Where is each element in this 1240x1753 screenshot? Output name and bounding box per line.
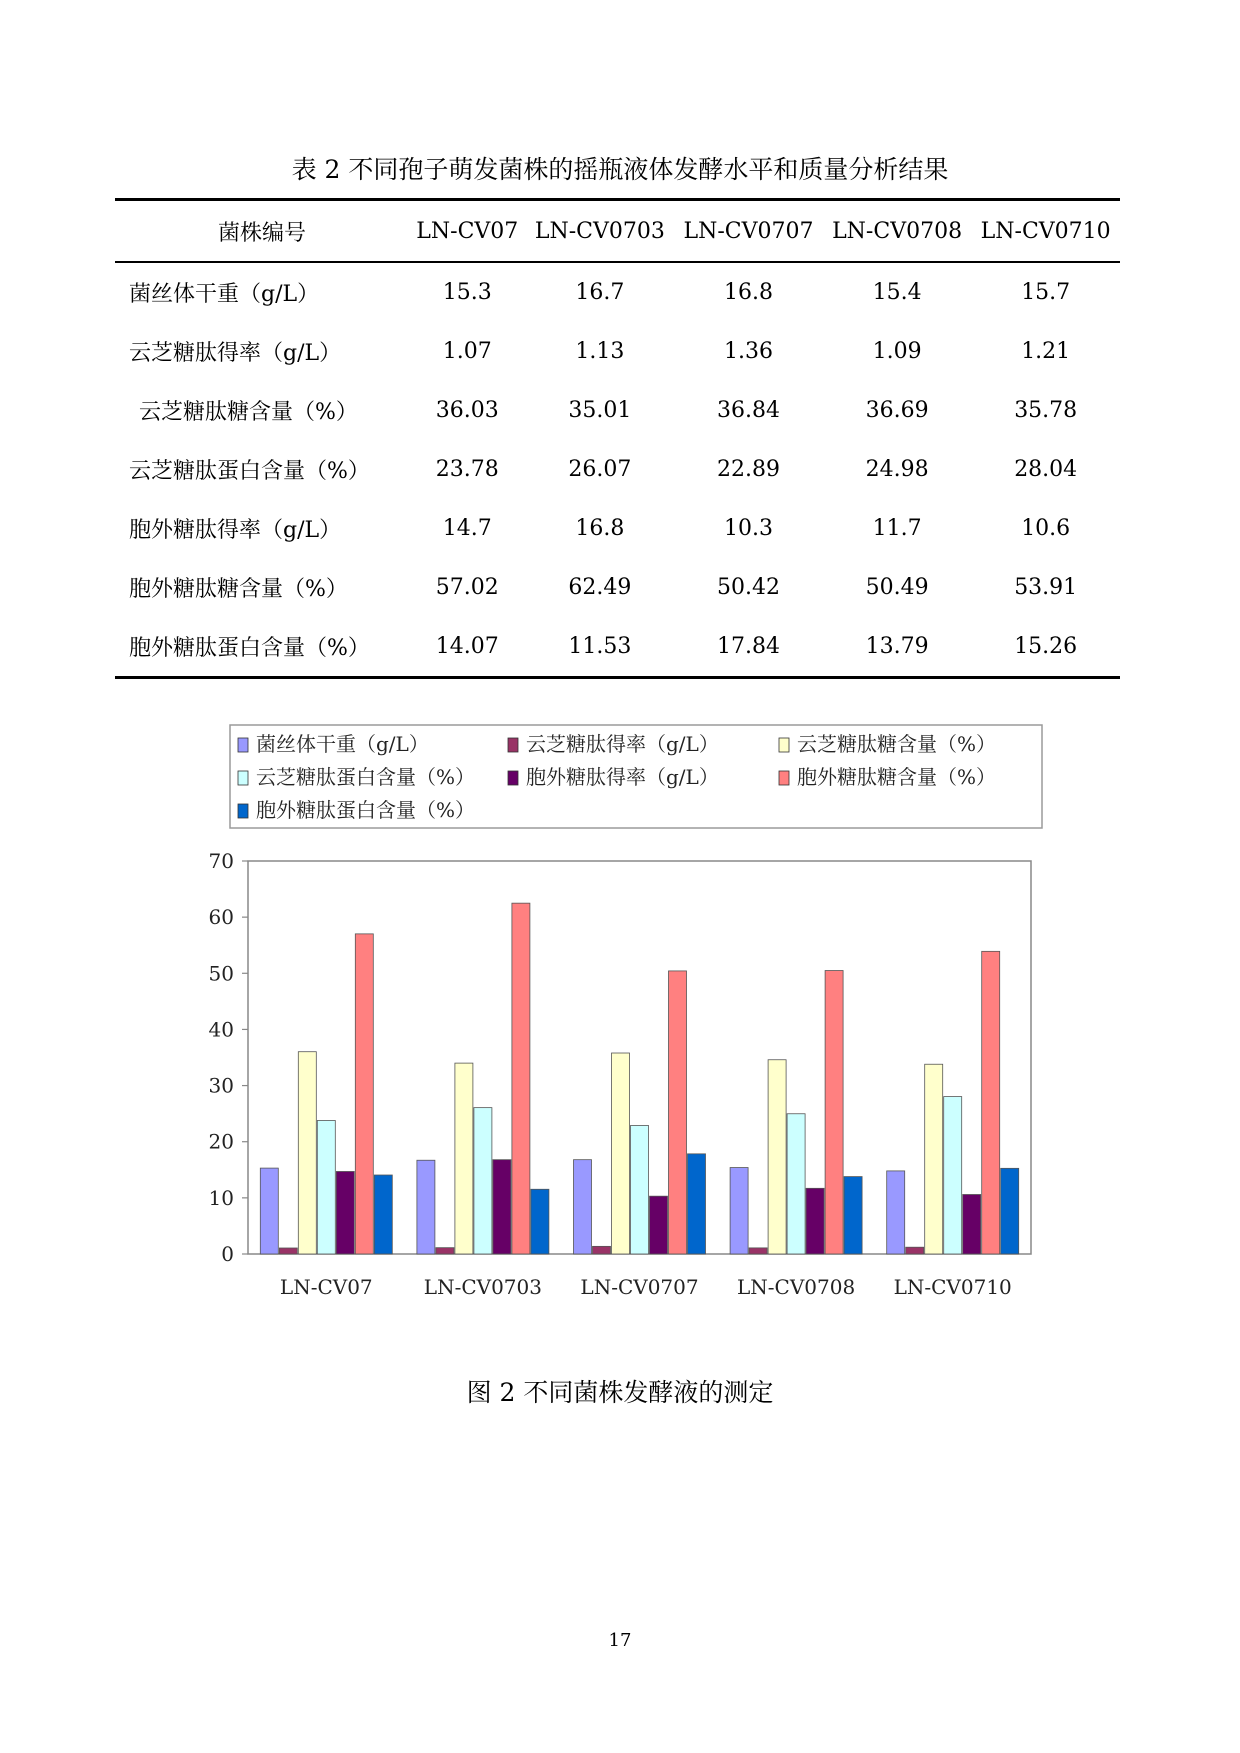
- table-cell: 1.09: [872, 339, 922, 364]
- table-cell: 62.49: [568, 575, 632, 600]
- table-cell: 23.78: [435, 457, 499, 482]
- chart-bar: [612, 1053, 630, 1254]
- table-cell: 15.26: [1014, 634, 1078, 659]
- chart-bar: [925, 1064, 943, 1254]
- x-tick-label: LN-CV0710: [893, 1275, 1012, 1299]
- chart-bar: [593, 1246, 611, 1254]
- chart-bar: [436, 1248, 454, 1254]
- chart-bar: [298, 1052, 316, 1254]
- table-cell: 17.84: [716, 634, 780, 659]
- table-cell: 11.53: [568, 634, 632, 659]
- table-cell: 36.84: [716, 398, 780, 423]
- table-cell: 26.07: [568, 457, 632, 482]
- chart-bar: [531, 1189, 549, 1254]
- y-tick-label: 50: [208, 961, 234, 986]
- y-tick-label: 70: [208, 849, 234, 873]
- table-row: [115, 381, 1120, 440]
- bar-chart: [198, 720, 1053, 1330]
- table-cell: 24.98: [865, 457, 929, 482]
- x-tick-label: LN-CV07: [279, 1275, 373, 1299]
- legend-swatch: [238, 738, 248, 752]
- page-number: 17: [608, 1630, 632, 1651]
- row-label: 胞外糖肽蛋白含量（%）: [129, 636, 370, 661]
- y-tick-label: 30: [208, 1073, 234, 1098]
- chart-bar: [574, 1160, 592, 1254]
- table-cell: 50.49: [865, 575, 929, 600]
- chart-bar: [787, 1114, 805, 1254]
- chart-bar: [669, 971, 687, 1254]
- chart-bar: [982, 951, 1000, 1254]
- table-cell: 1.13: [575, 339, 625, 364]
- table-cell: 16.8: [575, 516, 625, 541]
- legend-swatch: [238, 804, 248, 818]
- row-label: 云芝糖肽糖含量（%）: [139, 400, 358, 425]
- legend-swatch: [779, 771, 789, 785]
- chart-bar: [417, 1160, 435, 1254]
- legend-swatch: [508, 771, 518, 785]
- row-label: 云芝糖肽蛋白含量（%）: [129, 459, 370, 484]
- row-label: 胞外糖肽得率（g/L）: [129, 518, 342, 543]
- chart-bar: [887, 1171, 905, 1254]
- chart-bar: [1001, 1168, 1019, 1254]
- legend-label: 胞外糖肽蛋白含量（%）: [256, 798, 476, 822]
- table-cell: 14.7: [442, 516, 492, 541]
- table-cell: 35.01: [568, 398, 632, 423]
- table-cell: 36.69: [865, 398, 929, 423]
- legend-label: 云芝糖肽糖含量（%）: [797, 732, 997, 756]
- row-label: 胞外糖肽糖含量（%）: [129, 577, 348, 602]
- row-label: 菌丝体干重（g/L）: [129, 282, 320, 307]
- column-header: LN-CV0707: [683, 218, 814, 244]
- x-tick-label: LN-CV0707: [580, 1275, 699, 1299]
- x-tick-label: LN-CV0708: [737, 1275, 856, 1299]
- chart-bar: [631, 1125, 649, 1254]
- table-cell: 16.8: [723, 280, 773, 305]
- chart-bar: [768, 1060, 786, 1254]
- chart-bar: [844, 1177, 862, 1254]
- chart-bar: [474, 1108, 492, 1254]
- chart-bar: [493, 1160, 511, 1254]
- table-cell: 35.78: [1014, 398, 1078, 423]
- legend-label: 云芝糖肽蛋白含量（%）: [256, 765, 476, 789]
- chart-bar: [279, 1248, 297, 1254]
- legend-label: 菌丝体干重（g/L）: [256, 732, 429, 756]
- table-cell: 15.7: [1021, 280, 1071, 305]
- chart-bar: [650, 1196, 668, 1254]
- chart-bar: [963, 1194, 981, 1254]
- table-cell: 50.42: [716, 575, 780, 600]
- table-cell: 28.04: [1014, 457, 1078, 482]
- table-cell: 15.4: [872, 280, 922, 305]
- chart-bar: [260, 1168, 278, 1254]
- y-tick-label: 40: [208, 1017, 234, 1042]
- table-cell: 14.07: [435, 634, 499, 659]
- figure-caption: 图 2 不同菌株发酵液的测定: [466, 1378, 774, 1407]
- table-cell: 57.02: [435, 575, 499, 600]
- table-cell: 1.07: [442, 339, 492, 364]
- table-cell: 53.91: [1014, 575, 1078, 600]
- chart-bar: [825, 971, 843, 1254]
- table-row: [115, 617, 1120, 678]
- table-cell: 13.79: [865, 634, 929, 659]
- column-header: LN-CV0710: [980, 218, 1111, 244]
- row-label: 云芝糖肽得率（g/L）: [129, 341, 342, 366]
- chart-bar: [749, 1248, 767, 1254]
- table-row: [115, 262, 1120, 322]
- legend-label: 云芝糖肽得率（g/L）: [526, 732, 719, 756]
- table-row: [115, 440, 1120, 499]
- chart-bar: [512, 903, 530, 1254]
- legend-swatch: [779, 738, 789, 752]
- table-cell: 36.03: [435, 398, 499, 423]
- y-tick-label: 10: [208, 1185, 234, 1210]
- table-row: [115, 322, 1120, 381]
- header-label: 菌株编号: [217, 220, 306, 246]
- results-table: [115, 198, 1120, 679]
- table-cell: 10.3: [723, 516, 773, 541]
- x-tick-label: LN-CV0703: [423, 1275, 542, 1299]
- bar-chart-svg: [198, 720, 1053, 1330]
- chart-bar: [355, 934, 373, 1254]
- chart-bar: [730, 1168, 748, 1254]
- column-header: LN-CV07: [416, 218, 519, 244]
- y-tick-label: 20: [208, 1129, 234, 1154]
- legend-label: 胞外糖肽得率（g/L）: [526, 765, 719, 789]
- chart-bar: [336, 1171, 354, 1254]
- chart-bar: [688, 1154, 706, 1254]
- y-tick-label: 0: [221, 1242, 234, 1266]
- chart-bar: [944, 1097, 962, 1254]
- column-header: LN-CV0703: [534, 218, 665, 244]
- legend-swatch: [238, 771, 248, 785]
- table-cell: 1.21: [1021, 339, 1071, 364]
- table-caption: 表 2 不同孢子萌发菌株的摇瓶液体发酵水平和质量分析结果: [291, 155, 949, 184]
- chart-bar: [317, 1120, 335, 1254]
- table-header-row: [115, 200, 1120, 263]
- legend-label: 胞外糖肽糖含量（%）: [797, 765, 997, 789]
- legend-swatch: [508, 738, 518, 752]
- table-cell: 22.89: [716, 457, 780, 482]
- table-cell: 15.3: [442, 280, 492, 305]
- chart-bar: [806, 1188, 824, 1254]
- table-row: [115, 499, 1120, 558]
- table-cell: 11.7: [872, 516, 922, 541]
- chart-bar: [455, 1063, 473, 1254]
- table-cell: 1.36: [723, 339, 773, 364]
- table-cell: 10.6: [1021, 516, 1071, 541]
- table-cell: 16.7: [575, 280, 625, 305]
- chart-bar: [906, 1247, 924, 1254]
- y-tick-label: 60: [208, 905, 234, 930]
- table-row: [115, 558, 1120, 617]
- chart-bar: [374, 1175, 392, 1254]
- column-header: LN-CV0708: [832, 218, 963, 244]
